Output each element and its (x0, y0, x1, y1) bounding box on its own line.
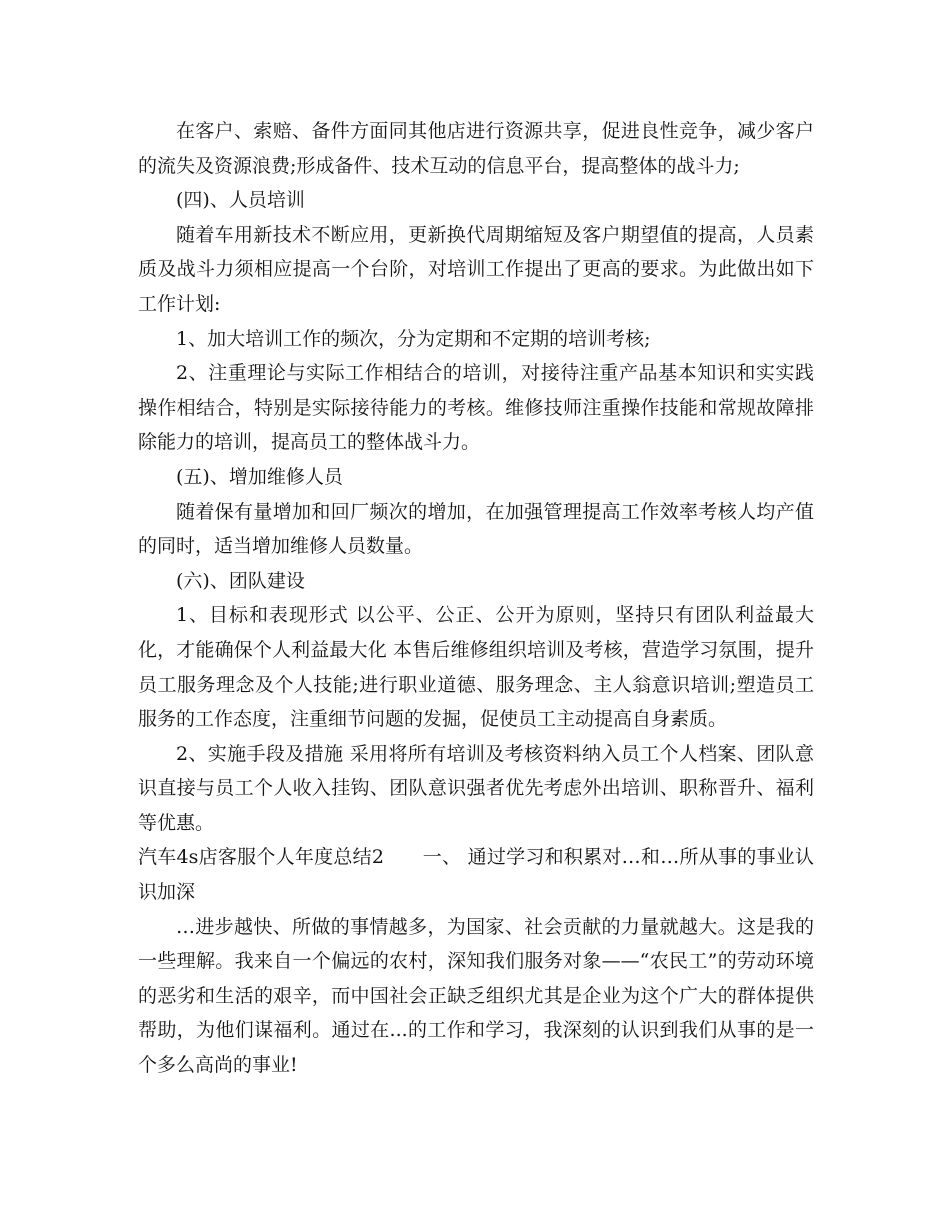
section-heading-add-repair-staff: (五)、增加维修人员 (176, 465, 343, 488)
paragraph-add-repair-staff: 随着保有量增加和回厂频次的增加，在加强管理提高工作效率考核人均产值的同时，适当增加维修人员数量。 (138, 500, 814, 558)
paragraph-training-item-1: 1、加大培训工作的频次，分为定期和不定期的培训考核; (176, 327, 651, 350)
paragraph-training-intro: 随着车用新技术不断应用，更新换代周期缩短及客户期望值的提高，人员素质及战斗力须相应提高一个台阶，对培训工作提出了更高的要求。为此做出如下工作计划: (138, 223, 814, 315)
paragraph-career-understanding: …进步越快、所做的事情越多，为国家、社会贡献的力量就越大。这是我的一些理解。我来自一个偏远的农村，深知我们服务对象——“农民工”的劳动环境的恶劣和生活的艰辛，而中国社会正缺乏组织尤其是企业为这个广大的群体提供帮助，为他们谋福利。通过在...的工作和学习，我深刻的认识到我们从事的是一个多么高尚的事业! (138, 915, 814, 1077)
document-subtitle-summary-2: 汽车4s店客服个人年度总结2 一、 通过学习和积累对…和…所从事的事业认识加深 (138, 846, 814, 904)
document-body (138, 114, 814, 1083)
section-heading-staff-training: (四)、人员培训 (176, 189, 305, 212)
paragraph-team-item-2: 2、实施手段及措施 采用将所有培训及考核资料纳入员工个人档案、团队意识直接与员工个人收入挂钩、团队意识强者优先考虑外出培训、职称晋升、福利等优惠。 (138, 742, 814, 834)
section-heading-team-building: (六)、团队建设 (176, 569, 305, 592)
paragraph-training-item-2: 2、注重理论与实际工作相结合的培训，对接待注重产品基本知识和实实践操作相结合，特别是实际接待能力的考核。维修技师注重操作技能和常规故障排除能力的培训，提高员工的整体战斗力。 (138, 362, 814, 454)
paragraph-team-item-1: 1、目标和表现形式 以公平、公正、公开为原则，坚持只有团队利益最大化，才能确保个人利益最大化 本售后维修组织培训及考核，营造学习氛围，提升员工服务理念及个人技能;进行职业道德、服务理念、主人翁意识培训;塑造员工服务的工作态度，注重细节问题的发掘，促使员工主动提高自身素质。 (138, 604, 814, 731)
paragraph-resource-sharing: 在客户、索赔、备件方面同其他店进行资源共享，促进良性竞争，减少客户的流失及资源浪费;形成备件、技术互动的信息平台，提高整体的战斗力; (138, 120, 814, 177)
